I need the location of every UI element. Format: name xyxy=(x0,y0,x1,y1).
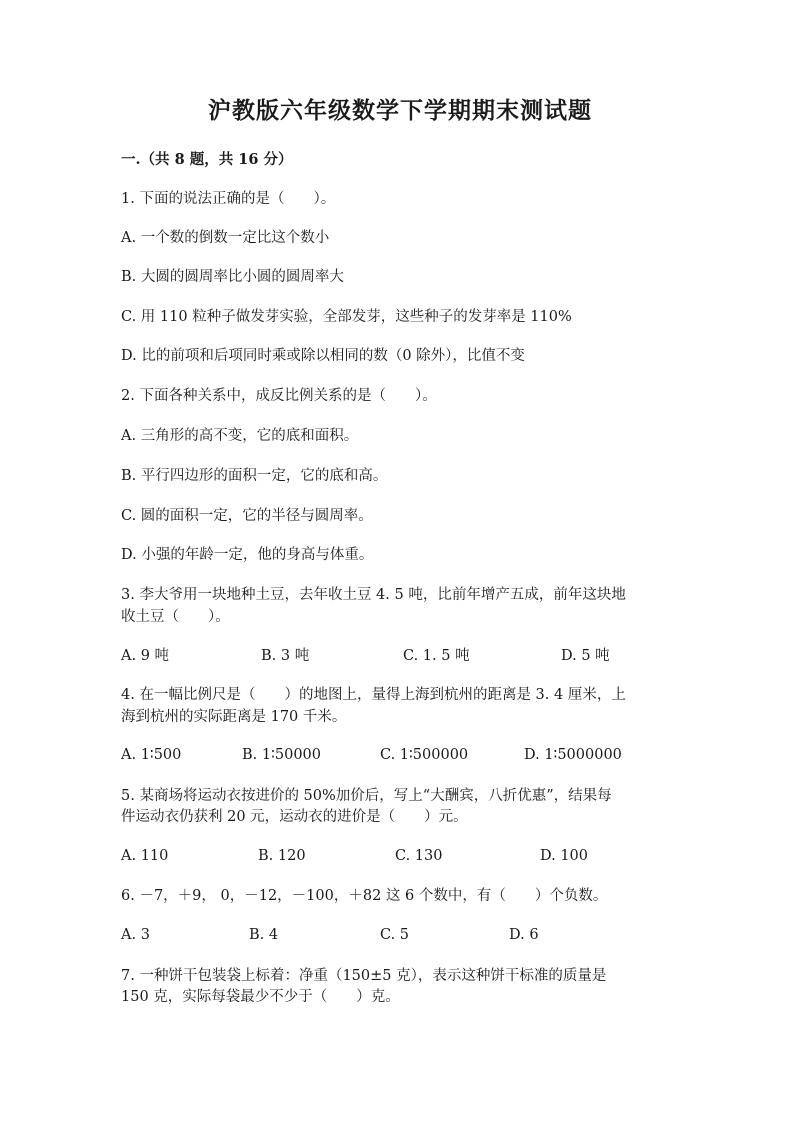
question-2-option-c: C. 圆的面积一定，它的半径与圆周率。 xyxy=(121,508,373,524)
question-6-option-a: A. 3 xyxy=(121,927,150,943)
question-2-option-a: A. 三角形的高不变，它的底和面积。 xyxy=(121,428,359,444)
question-5-stem-line2: 件运动衣仍获利 20 元，运动衣的进价是（ ）元。 xyxy=(121,809,468,825)
question-1-option-a: A. 一个数的倒数一定比这个数小 xyxy=(121,230,330,246)
question-6-stem: 6. －7，＋9， 0，－12，－100，＋82 这 6 个数中，有（ ）个负数。 xyxy=(121,888,608,904)
question-6-option-c: C. 5 xyxy=(380,927,410,943)
question-3-stem-line2: 收土豆（ ）。 xyxy=(121,609,230,625)
question-5-option-b: B. 120 xyxy=(258,848,306,864)
question-5-option-a: A. 110 xyxy=(121,848,169,864)
question-4-option-c: C. 1∶500000 xyxy=(380,747,469,763)
question-2-option-d: D. 小强的年龄一定，他的身高与体重。 xyxy=(121,547,374,563)
section-heading: 一.（共 8 题，共 16 分） xyxy=(121,151,293,168)
question-2-option-b: B. 平行四边形的面积一定，它的底和高。 xyxy=(121,468,388,484)
question-6-option-b: B. 4 xyxy=(249,927,279,943)
question-4-option-d: D. 1∶5000000 xyxy=(524,747,622,763)
question-1-option-c: C. 用 110 粒种子做发芽实验，全部发芽，这些种子的发芽率是 110% xyxy=(121,309,572,325)
question-7-stem-line1: 7. 一种饼干包装袋上标着：净重（150±5 克），表示这种饼干标准的质量是 xyxy=(121,968,607,984)
question-5-option-c: C. 130 xyxy=(395,848,443,864)
question-4-option-b: B. 1∶50000 xyxy=(242,747,321,763)
question-4-option-a: A. 1∶500 xyxy=(121,747,182,763)
question-4-stem-line2: 海到杭州的实际距离是 170 千米。 xyxy=(121,709,347,725)
question-7-stem-line2: 150 克，实际每袋最少不少于（ ）克。 xyxy=(121,989,400,1005)
question-4-stem-line1: 4. 在一幅比例尺是（ ）的地图上，量得上海到杭州的距离是 3. 4 厘米，上 xyxy=(121,687,626,703)
question-5-stem-line1: 5. 某商场将运动衣按进价的 50%加价后，写上“大酬宾，八折优惠”，结果每 xyxy=(121,788,612,804)
question-3-option-a: A. 9 吨 xyxy=(121,648,170,664)
question-6-option-d: D. 6 xyxy=(509,927,539,943)
question-3-option-d: D. 5 吨 xyxy=(561,648,610,664)
question-2-stem: 2. 下面各种关系中，成反比例关系的是（ ）。 xyxy=(121,388,437,404)
question-3-stem-line1: 3. 李大爷用一块地种土豆，去年收土豆 4. 5 吨，比前年增产五成，前年这块地 xyxy=(121,587,626,603)
question-5-option-d: D. 100 xyxy=(540,848,589,864)
question-1-option-d: D. 比的前项和后项同时乘或除以相同的数（0 除外），比值不变 xyxy=(121,348,525,364)
question-1-option-b: B. 大圆的圆周率比小圆的圆周率大 xyxy=(121,269,344,285)
question-3-option-c: C. 1. 5 吨 xyxy=(403,648,470,664)
question-1-stem: 1. 下面的说法正确的是（ ）。 xyxy=(121,191,336,207)
page-title: 沪教版六年级数学下学期期末测试题 xyxy=(208,97,592,124)
question-3-option-b: B. 3 吨 xyxy=(261,648,310,664)
